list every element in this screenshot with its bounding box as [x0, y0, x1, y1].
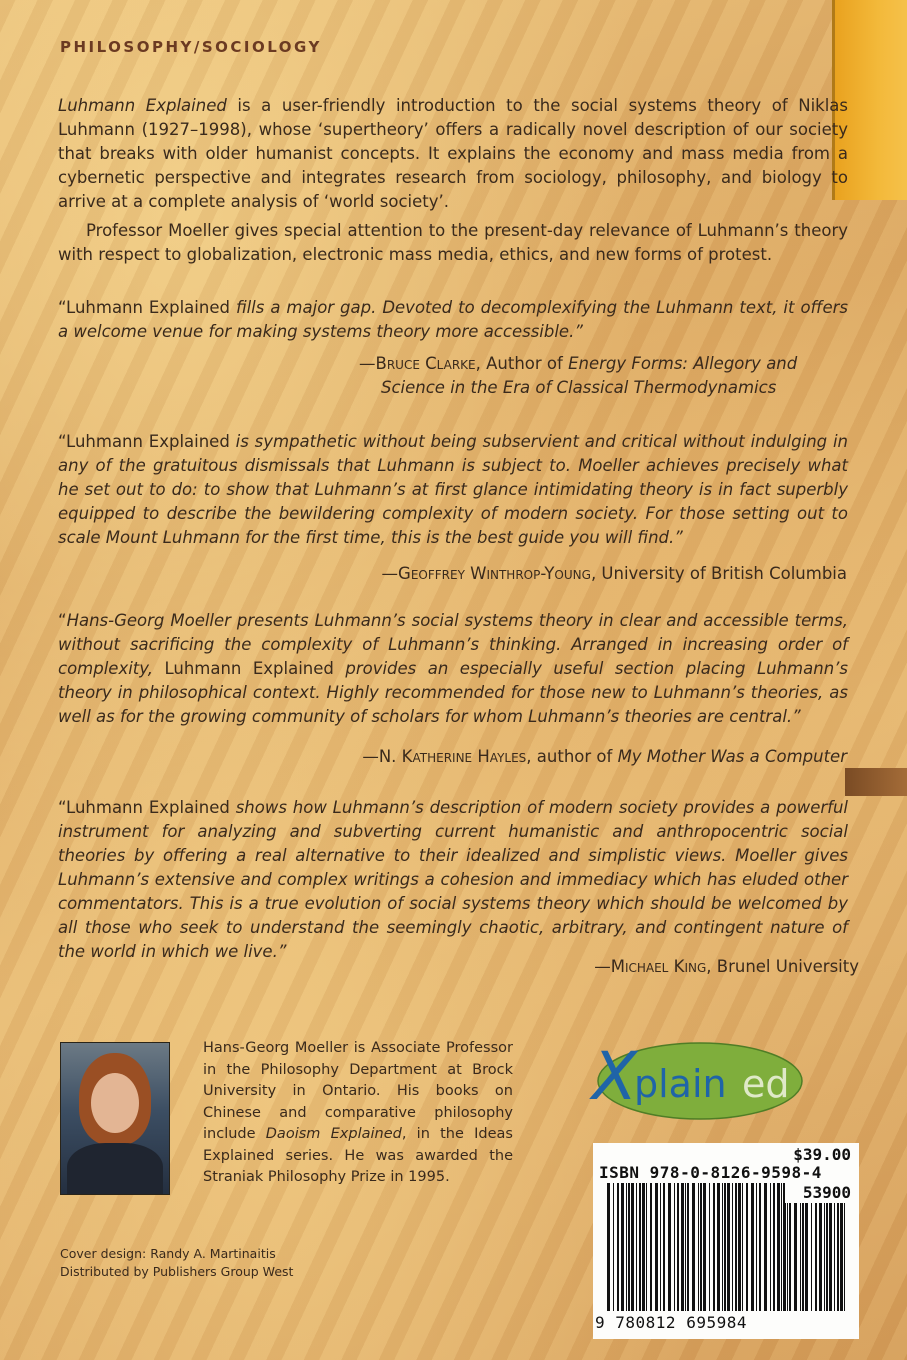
description-paragraph-1: Luhmann Explained is a user-friendly introduction to the social systems theory of Niklas Luhmann (1927–1998), whose ‘supertheory’ offers a radically novel description of our society that breaks with older humanist concepts. It explains the economy and mass media from a cybernetic perspective and integrates research from sociology, philosophy, and biology to arrive at a complete analysis of ‘world society’. — [58, 96, 849, 211]
isbn: ISBN 978-0-8126-9598-4 — [599, 1163, 822, 1182]
cover-design-credit: Cover design: Randy A. Martinaitis — [60, 1246, 276, 1261]
quote-4: “Luhmann Explained shows how Luhmann’s description of modern society provides a powerful instrument for analyzing and subverting current humanistic and anthropocentric social theories by offering a real alternative to their idealized and simplistic views. Moeller gives Luhmann’s extensive and complex writings a cohesion and immediacy which has eluded other commentators. This is a true evolution of social systems theory which should be welcomed by all those who seek to understand the seemingly chaotic, arbitrary, and contingent nature of the world in which we live.” — [58, 798, 848, 961]
quote-1-attribution: —Bruce Clarke, Author of Energy Forms: Allegory and Science in the Era of Classical Thermodynamics — [359, 354, 798, 397]
quote-2-attribution: —Geoffrey Winthrop-Young, University of British Columbia — [381, 564, 847, 583]
credits — [60, 1245, 293, 1281]
author-bio: Hans-Georg Moeller is Associate Professor in the Philosophy Department at Brock University in Ontario. His books on Chinese and comparative philosophy include Daoism Explained, in the Ideas Explained series. He was awarded the Straniak Philosophy Prize in 1995. — [203, 1040, 513, 1185]
svg-text:ed: ed — [742, 1062, 790, 1106]
price: $39.00 — [793, 1145, 851, 1164]
svg-text:X: X — [592, 1038, 638, 1115]
quote-1: “Luhmann Explained fills a major gap. Devoted to decomplexifying the Luhmann text, it offers a welcome venue for making systems theory more accessible.” — [58, 298, 848, 341]
quote-4-attribution: —Michael King, Brunel University — [594, 957, 859, 976]
quote-2: “Luhmann Explained is sympathetic without being subservient and critical without indulging in any of the gratuitous dismissals that Luhmann is subject to. Moeller achieves precisely what he set out to do: to show that Luhmann’s at first glance intimidating theory is in fact superbly equipped to describe the bewildering complexity of modern society. For those setting out to scale Mount Luhmann for the first time, this is the best guide you will find.” — [58, 432, 848, 547]
quote-3-attribution: —N. Katherine Hayles, author of My Mother Was a Computer — [362, 747, 847, 766]
author-photo — [60, 1042, 170, 1195]
addon-bars — [783, 1203, 849, 1313]
quote-4-author: Michael King — [610, 957, 707, 976]
quote-3: “Hans-Georg Moeller presents Luhmann’s social systems theory in clear and accessible terms, without sacrificing the complexity of Luhmann’s thinking. Arranged in increasing order of complexity, Luhmann Explained provides an especially useful section placing Luhmann’s theory in philosophical context. Highly recommended for those new to Luhmann’s theories, as well as for the growing community of scholars for whom Luhmann’s theories are central.” — [58, 611, 848, 726]
category-label: PHILOSOPHY/SOCIOLOGY — [60, 38, 322, 56]
bio-book-title: Daoism Explained — [265, 1126, 402, 1142]
ean-number: 9 780812 695984 — [595, 1313, 747, 1332]
barcode-bars — [607, 1183, 797, 1313]
quote-2-author: Geoffrey Winthrop-Young — [398, 564, 591, 583]
addon-code: 53900 — [802, 1183, 851, 1202]
xplained-logo — [588, 1025, 810, 1123]
quote-3-author: Katherine Hayles — [401, 747, 527, 766]
description-paragraph-2: Professor Moeller gives special attention to the present-day relevance of Luhmann’s theory with respect to globalization, electronic mass media, ethics, and new forms of protest. — [58, 221, 848, 264]
quote-1-author: Bruce Clarke — [375, 354, 476, 373]
barcode-box — [593, 1143, 859, 1339]
distributor-credit: Distributed by Publishers Group West — [60, 1264, 294, 1279]
book-title: Luhmann Explained — [58, 96, 227, 115]
brown-edge-strip — [845, 768, 907, 796]
svg-text:plain: plain — [634, 1062, 727, 1106]
